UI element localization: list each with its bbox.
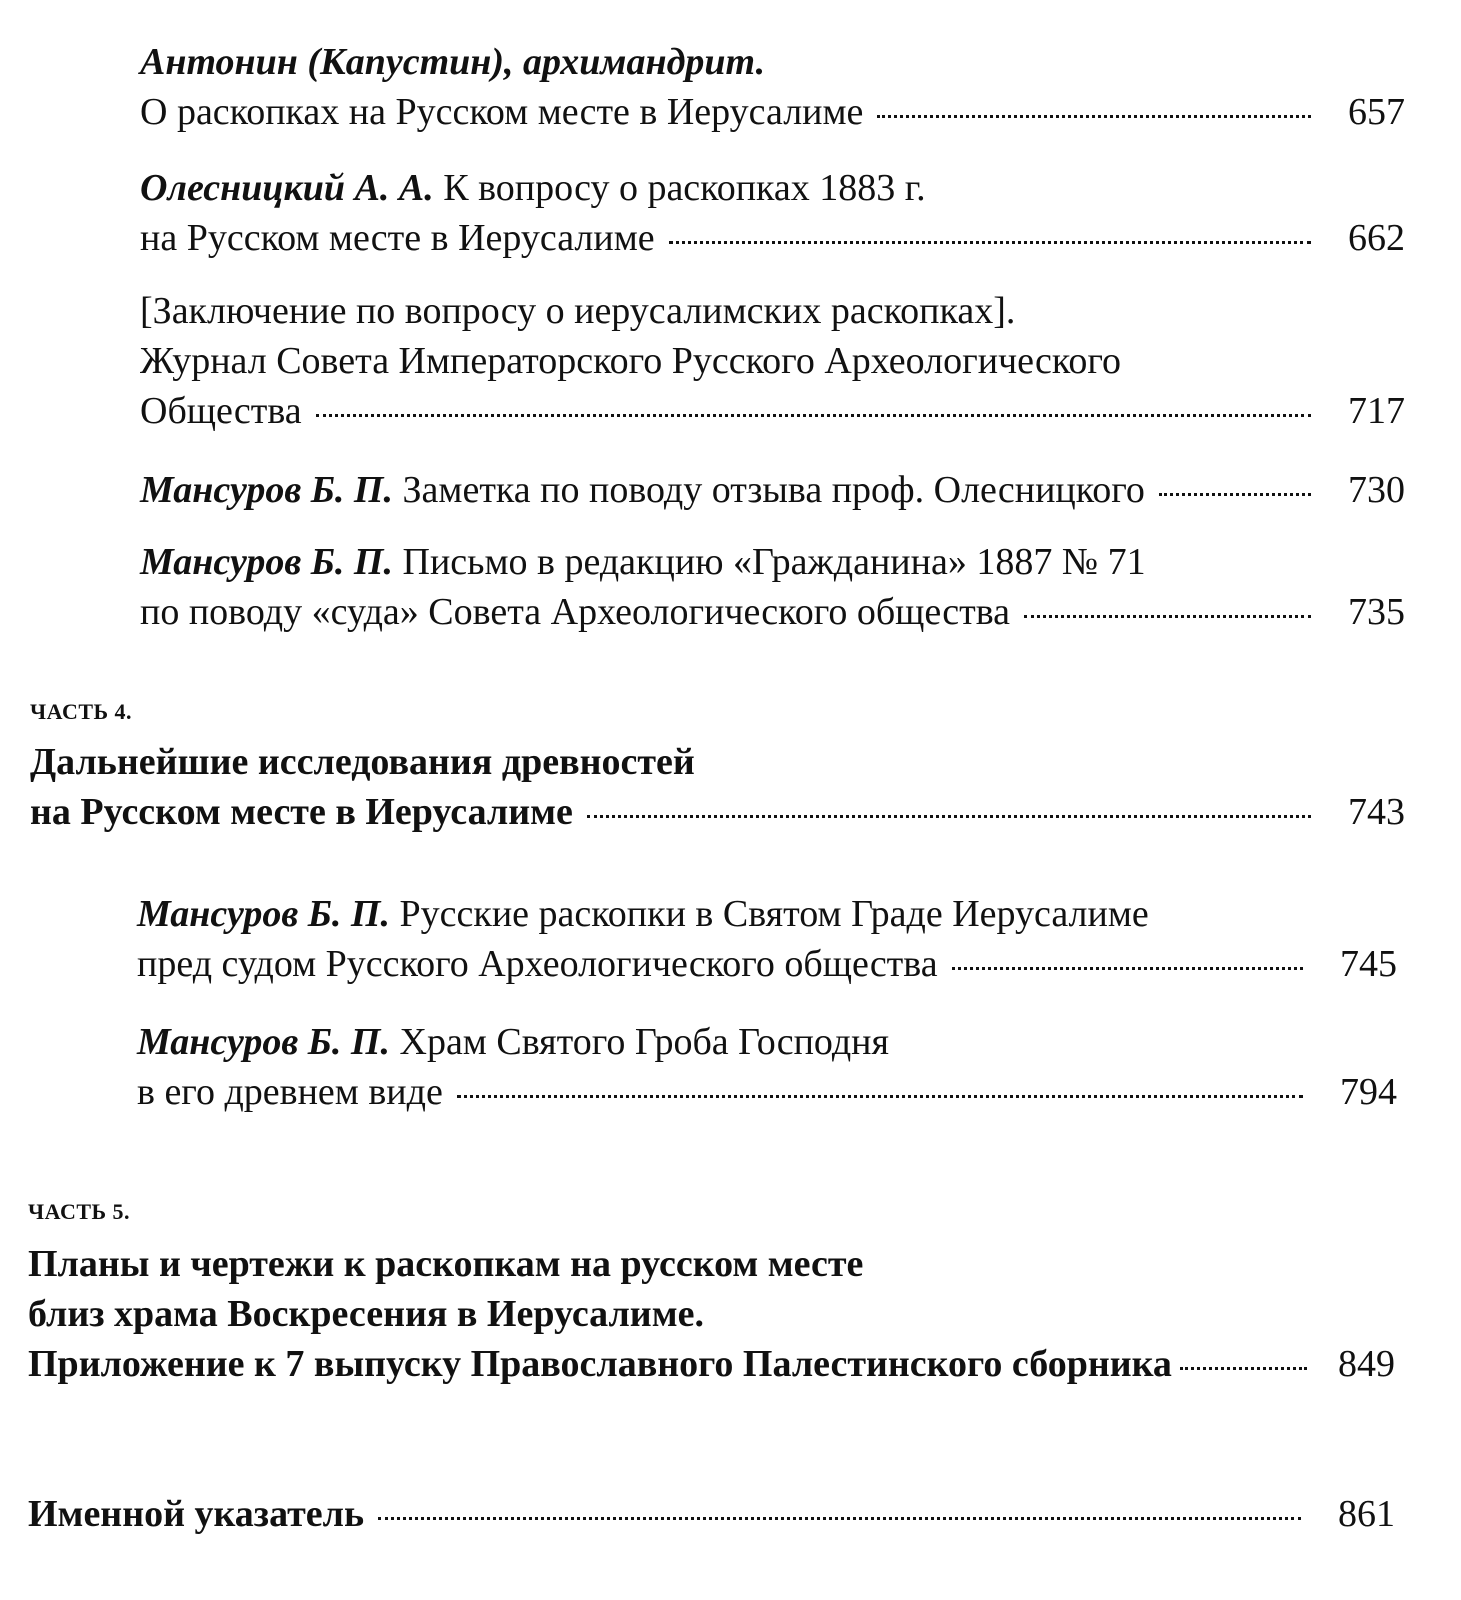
part-5-page: 849: [1338, 1343, 1395, 1385]
part-4-entry-1-author: Мансуров Б. П.: [137, 893, 390, 935]
part-4-title-line-2: на Русском месте в Иерусалиме: [30, 791, 573, 833]
entry-5-author: Мансуров Б. П.: [140, 541, 393, 583]
entry-4-title: [140, 466, 1145, 514]
entry-1-author: Антонин (Капустин), архимандрит.: [140, 41, 766, 83]
dot-leader: [952, 967, 1303, 970]
entry-5-title: по поводу «суда» Совета Археологического общества: [140, 591, 1011, 633]
entry-1-page: 657: [1348, 91, 1405, 133]
index-page: 861: [1338, 1493, 1395, 1535]
entry-4-row[interactable]: [140, 466, 1405, 514]
entry-5-page: 735: [1348, 591, 1405, 633]
entry-1-title: О раскопках на Русском месте в Иерусалиме: [140, 91, 864, 133]
index-row[interactable]: [28, 1490, 1395, 1538]
part-4-entry-2-row[interactable]: [137, 1068, 1397, 1116]
part-5-title-line-2: близ храма Воскресения в Иерусалиме.: [28, 1293, 704, 1335]
part-4-entry-2-title: в его древнем виде: [137, 1071, 443, 1113]
part-4-entry-2-first-line: [137, 1018, 889, 1066]
entry-1-row[interactable]: [140, 88, 1405, 136]
part-4-title-line-1: Дальнейшие исследования древностей: [30, 741, 695, 783]
part-4-row[interactable]: [30, 788, 1405, 836]
dot-leader: [877, 115, 1311, 118]
entry-3-row[interactable]: [140, 387, 1405, 435]
dot-leader: [669, 241, 1311, 244]
entry-2-title-part: К вопросу о раскопках 1883 г.: [433, 167, 926, 209]
entry-3-page: 717: [1348, 390, 1405, 432]
part-4-label: ЧАСТЬ 4.: [30, 699, 133, 724]
part-4-entry-1-first-line: [137, 890, 1149, 938]
entry-2-row[interactable]: [140, 214, 1405, 262]
index-title: Именной указатель: [28, 1493, 365, 1535]
dot-leader: [316, 414, 1311, 417]
part-4-entry-2-title-part: Храм Святого Гроба Господня: [390, 1021, 889, 1063]
dot-leader: [1024, 615, 1311, 618]
entry-5-first-line: [140, 538, 1146, 586]
entry-2-page: 662: [1348, 217, 1405, 259]
entry-3-title: Общества: [140, 390, 302, 432]
entry-3-line-1: [Заключение по вопросу о иерусалимских раскопках].: [140, 290, 1016, 332]
part-4-entry-1-title: пред судом Русского Археологического общества: [137, 943, 938, 985]
part-4-entry-1-page: 745: [1340, 943, 1397, 985]
dot-leader: [457, 1095, 1303, 1098]
part-4-entry-2-author: Мансуров Б. П.: [137, 1021, 390, 1063]
entry-2-title: на Русском месте в Иерусалиме: [140, 217, 655, 259]
entry-3-line-2: Журнал Совета Императорского Русского Археологического: [140, 340, 1122, 382]
dot-leader: [1159, 493, 1311, 496]
part-4-entry-1-row[interactable]: [137, 940, 1397, 988]
part-4-page: 743: [1348, 791, 1405, 833]
part-5-label: ЧАСТЬ 5.: [28, 1199, 131, 1224]
entry-4-author: Мансуров Б. П.: [140, 469, 393, 511]
part-5-title-line-1: Планы и чертежи к раскопкам на русском месте: [28, 1243, 864, 1285]
dot-leader: [378, 1517, 1301, 1520]
part-5-title-line-3: Приложение к 7 выпуску Православного Палестинского сборника: [28, 1343, 1172, 1385]
dot-leader: [587, 815, 1311, 818]
part-5-row[interactable]: [28, 1340, 1395, 1388]
entry-5-title-part: Письмо в редакцию «Гражданина» 1887 № 71: [393, 541, 1146, 583]
entry-4-page: 730: [1348, 469, 1405, 511]
part-4-entry-2-page: 794: [1340, 1071, 1397, 1113]
entry-4-title-text: Заметка по поводу отзыва проф. Олесницкого: [393, 469, 1145, 511]
entry-5-row[interactable]: [140, 588, 1405, 636]
part-4-entry-1-title-part: Русские раскопки в Святом Граде Иерусалиме: [390, 893, 1149, 935]
entry-2-author: Олесницкий А. А.: [140, 167, 434, 209]
entry-2-first-line: [140, 164, 926, 212]
dot-leader: [1180, 1367, 1307, 1370]
